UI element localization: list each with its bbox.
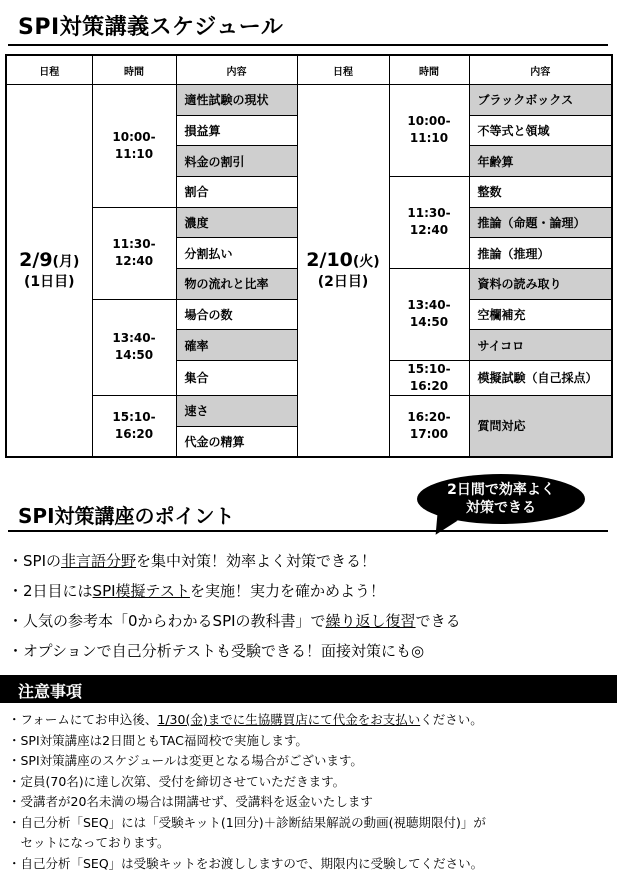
header-date: 日程 — [297, 55, 389, 85]
point-item — [8, 636, 461, 666]
topic-cell: 年齢算 — [469, 146, 612, 177]
note-item — [8, 710, 486, 731]
topic-cell: 集合 — [176, 360, 297, 395]
date-cell — [6, 85, 92, 457]
point-item — [8, 546, 461, 576]
points-list — [8, 546, 461, 666]
point-highlight: SPI模擬テスト — [92, 582, 190, 600]
time-line: 10:00- — [407, 114, 451, 129]
date-weekday: (火) — [352, 254, 380, 271]
date-day-number: (2日目) — [317, 274, 369, 291]
time-cell — [389, 85, 469, 177]
note-highlight: 1/30(金)までに生協購買店にて代金をお支払い — [157, 712, 421, 727]
topic-cell: 割合 — [176, 176, 297, 207]
time-line: 14:50 — [114, 348, 154, 363]
time-line: 12:40 — [114, 254, 154, 269]
time-line: 10:00- — [112, 129, 156, 144]
time-cell — [92, 207, 176, 299]
header-time: 時間 — [92, 55, 176, 85]
time-line: 11:30- — [407, 206, 451, 221]
topic-cell: 濃度 — [176, 207, 297, 238]
note-text: ・自己分析「SEQ」には「受験キット(1回分)＋診断結果解説の動画(視聴期限付)」が — [8, 814, 486, 830]
note-item — [8, 854, 486, 875]
time-line: 17:00 — [409, 426, 449, 441]
topic-cell: 整数 — [469, 176, 612, 207]
note-text: ・フォームにてお申込後、 — [8, 712, 158, 727]
point-text: ・人気の参考本「0からわかるSPIの教科書」で — [8, 612, 326, 630]
note-text: ・受講者が20名未満の場合は開講せず、受講料を返金いたします — [8, 794, 373, 809]
page-title: SPI対策講義スケジュール — [18, 15, 284, 40]
badge-line: 2日間で効率よく — [447, 482, 555, 498]
topic-cell: 確率 — [176, 330, 297, 361]
header-time: 時間 — [389, 55, 469, 85]
note-text: ・定員(70名)に達し次第、受付を締切させていただきます。 — [8, 773, 346, 789]
point-item — [8, 576, 461, 606]
date-day-number: (1日目) — [23, 274, 75, 291]
time-cell — [92, 85, 176, 208]
badge-line: 対策できる — [466, 500, 536, 516]
topic-cell: 料金の割引 — [176, 146, 297, 177]
time-line: 15:10- — [112, 409, 156, 424]
notice-bar — [0, 675, 617, 703]
title-underline — [8, 44, 608, 46]
promo-badge — [417, 474, 585, 524]
note-item — [8, 833, 486, 854]
point-text: ・SPIの — [8, 552, 61, 570]
time-cell — [389, 395, 469, 456]
date-main: 2/10 — [306, 249, 353, 272]
time-cell — [389, 360, 469, 395]
date-main: 2/9 — [19, 249, 53, 272]
header-date: 日程 — [6, 55, 92, 85]
topic-cell: 空欄補充 — [469, 299, 612, 330]
point-text: ・2日目には — [8, 582, 93, 600]
time-line: 16:20- — [407, 409, 451, 424]
time-line: 11:10 — [114, 146, 154, 161]
topic-cell: 速さ — [176, 395, 297, 426]
time-line: 16:20 — [114, 426, 154, 441]
time-cell — [92, 299, 176, 395]
point-item — [8, 606, 461, 636]
schedule-table — [5, 54, 613, 458]
notes-list — [8, 710, 486, 874]
time-line: 14:50 — [409, 315, 449, 330]
topic-cell: 資料の読み取り — [469, 268, 612, 299]
time-cell — [389, 176, 469, 268]
note-item — [8, 772, 486, 793]
topic-cell: サイコロ — [469, 330, 612, 361]
point-highlight: 繰り返し復習 — [325, 612, 416, 630]
notice-title: 注意事項 — [18, 682, 83, 701]
topic-cell: 物の流れと比率 — [176, 268, 297, 299]
points-title: SPI対策講座のポイント — [18, 504, 235, 528]
note-item — [8, 813, 486, 834]
note-text: ください。 — [420, 712, 483, 727]
topic-cell: 模擬試験（自己採点） — [469, 360, 612, 395]
note-item — [8, 792, 486, 813]
topic-cell: 質問対応 — [469, 395, 612, 456]
schedule-row — [6, 85, 612, 116]
time-line: 15:10- — [407, 361, 451, 376]
topic-cell: 分割払い — [176, 238, 297, 269]
topic-cell: ブラックボックス — [469, 85, 612, 116]
time-line: 11:30- — [112, 237, 156, 252]
note-text: ・自己分析「SEQ」は受験キットをお渡ししますので、期限内に受験してください。 — [8, 855, 484, 871]
topic-cell: 代金の精算 — [176, 426, 297, 457]
note-item — [8, 751, 486, 772]
time-cell — [92, 395, 176, 456]
header-content: 内容 — [176, 55, 297, 85]
header-content: 内容 — [469, 55, 612, 85]
time-cell — [389, 268, 469, 360]
topic-cell: 場合の数 — [176, 299, 297, 330]
topic-cell: 推論（推理） — [469, 238, 612, 269]
note-text: ・SPI対策講座のスケジュールは変更となる場合がございます。 — [8, 753, 363, 768]
topic-cell: 損益算 — [176, 115, 297, 146]
note-text: セットになっております。 — [8, 835, 170, 850]
topic-cell: 不等式と領域 — [469, 115, 612, 146]
point-text: ・オプションで自己分析テストも受験できる！面接対策にも◎ — [8, 642, 425, 660]
point-text: を実施！実力を確かめよう！ — [189, 582, 385, 600]
time-line: 13:40- — [112, 331, 156, 346]
point-text: を集中対策！効率よく対策できる！ — [136, 552, 377, 570]
note-text: ・SPI対策講座は2日間ともTAC福岡校で実施します。 — [8, 732, 308, 748]
topic-cell: 適性試験の現状 — [176, 85, 297, 116]
time-line: 16:20 — [409, 378, 449, 393]
note-item — [8, 731, 486, 752]
points-underline — [8, 530, 608, 532]
time-line: 11:10 — [409, 131, 449, 146]
topic-cell: 推論（命題・論理） — [469, 207, 612, 238]
time-line: 12:40 — [409, 223, 449, 238]
date-weekday: (月) — [52, 254, 80, 271]
date-cell — [297, 85, 389, 457]
schedule-header-row — [6, 55, 612, 85]
point-highlight: 非言語分野 — [61, 552, 137, 570]
time-line: 13:40- — [407, 298, 451, 313]
point-text: できる — [415, 612, 461, 630]
